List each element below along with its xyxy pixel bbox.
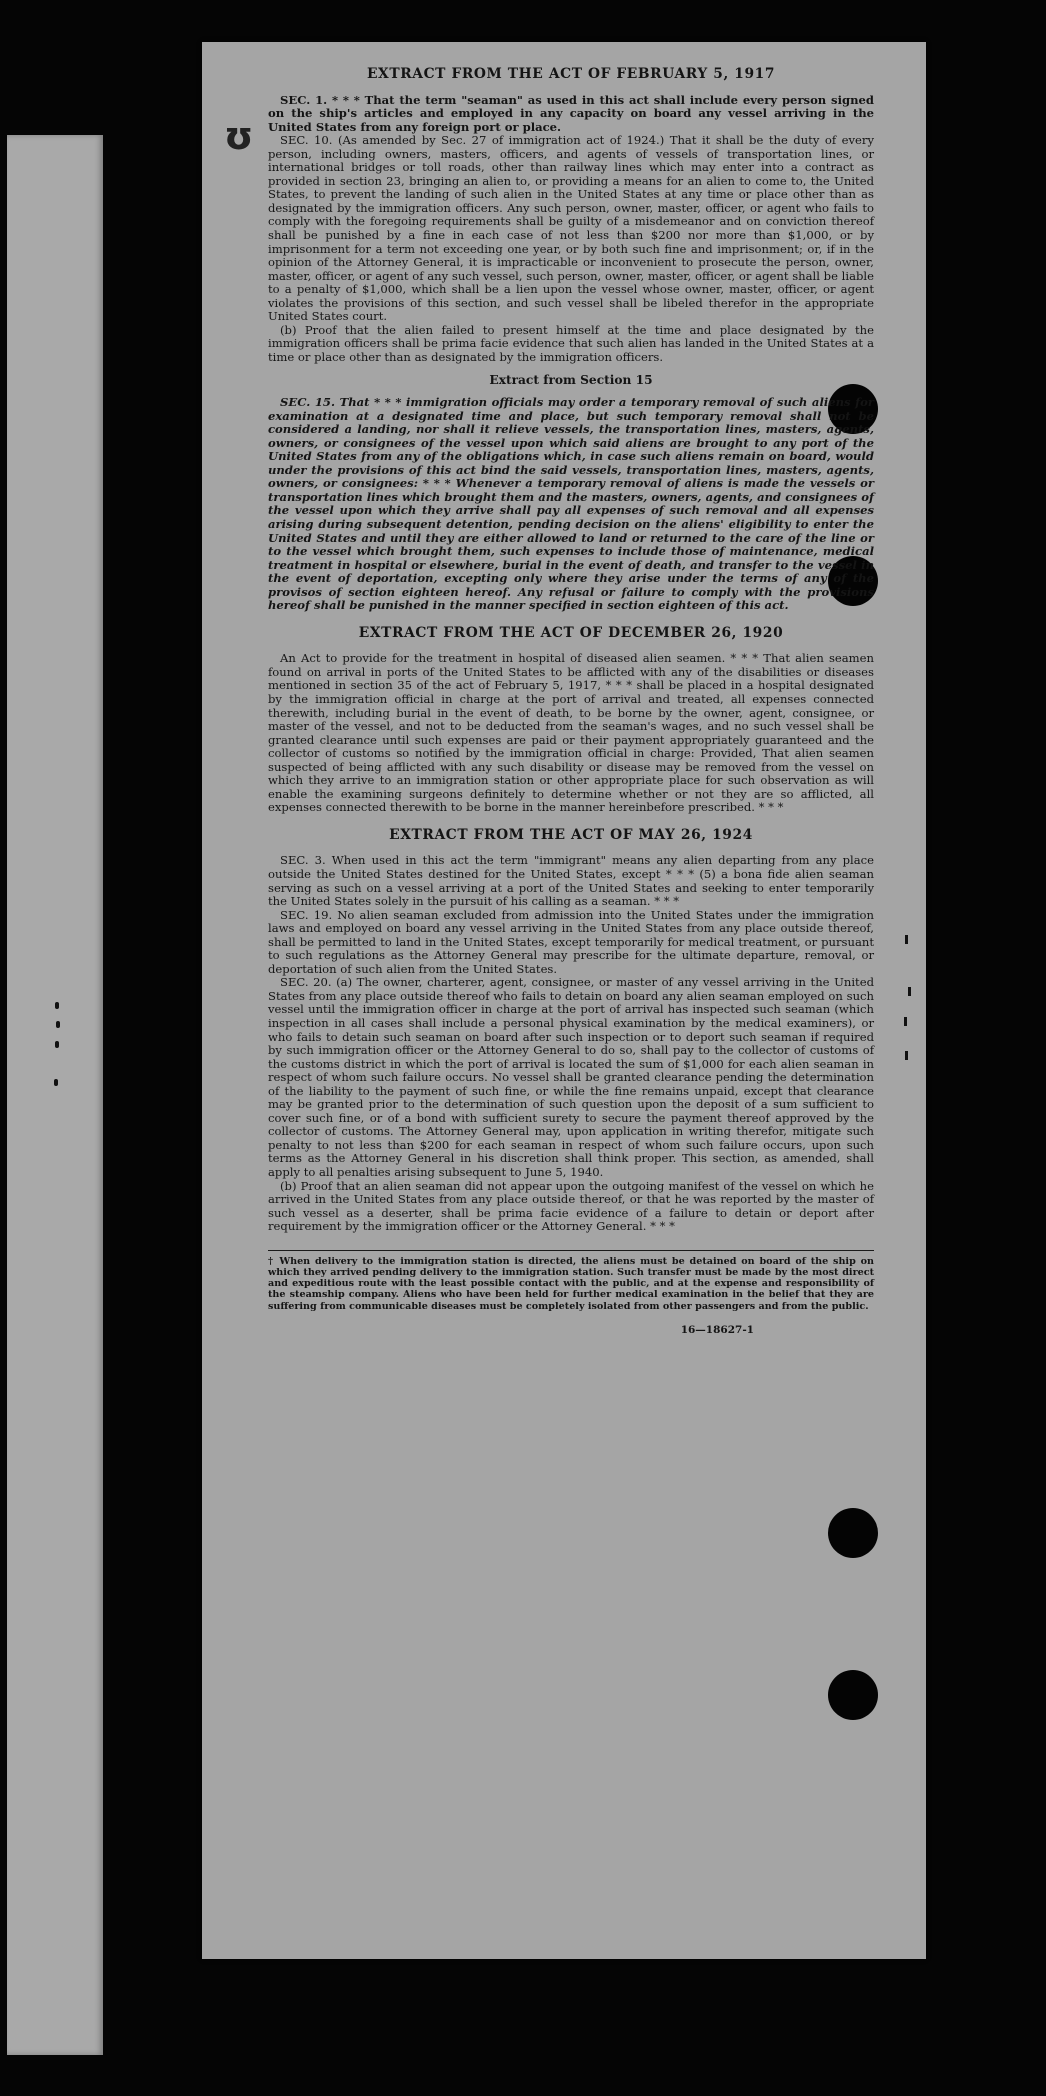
paragraph-sec-1: SEC. 1. * * * That the term "seaman" as used in this act shall include every person signed on the ship's articles and employed in any capacity on board any vessel arriving in the United States from any foreign port or place. <box>268 92 874 134</box>
paragraph-sec-19: SEC. 19. No alien seaman excluded from admission into the United States under the immigration laws and employed on board any vessel arriving in the United States from any place outside thereof, shall be permitted to land in the United States, except temporarily for medical treatment, or pursuant to such regulations as the Attorney General may prescribe for the ultimate departure, removal, or deportation of such alien from the United States. <box>268 907 874 976</box>
margin-mark: ʊ <box>224 114 254 158</box>
form-number: 16—18627-1 <box>680 1323 754 1336</box>
document-body <box>268 68 874 1337</box>
margin-tick <box>904 1017 907 1026</box>
subheading-section-15: Extract from Section 15 <box>489 373 653 388</box>
paragraph-sec-20b: (b) Proof that an alien seaman did not appear upon the outgoing manifest of the vessel on which he arrived in the United States from any place outside thereof, or that he was reported by the master of such vessel as a deserter, shall be prima facie evidence of a failure to detain or deport after requirement by the immigration officer or the Attorney General. * * * <box>268 1178 874 1234</box>
heading-act-1920: EXTRACT FROM THE ACT OF DECEMBER 26, 1920 <box>358 624 784 641</box>
punch-hole <box>828 1670 878 1720</box>
ink-fleck <box>55 1041 59 1048</box>
ink-fleck <box>55 1002 59 1009</box>
heading-act-1917: EXTRACT FROM THE ACT OF FEBRUARY 5, 1917 <box>366 66 776 82</box>
document-page <box>202 42 926 1959</box>
paragraph-sec-10b: (b) Proof that the alien failed to present himself at the time and place designated by the immigration officers shall be prima facie evidence that such alien has landed in the United States at a time or place other than as designated by the immigration officers. <box>268 322 874 364</box>
adjacent-page-strip <box>7 135 103 2055</box>
punch-hole <box>828 1508 878 1558</box>
paragraph-sec-10: SEC. 10. (As amended by Sec. 27 of immigration act of 1924.) That it shall be the duty of every person, including owners, masters, officers, and agents of vessels of transportation lines, or international bridges or toll roads, other than railway lines which may enter into a contract as provided in section 23, bringing an alien to, or providing a means for an alien to come to, the United States, to prevent the landing of such alien in the United States at any time or place other than as designated by the immigration officers. Any such person, owner, master, officer, or agent who fails to comply with the foregoing requirements shall be guilty of a misdemeanor and on conviction thereof shall be punished by a fine in each case of not less than $200 nor more than $1,000, or by imprisonment for a term not exceeding one year, or by both such fine and imprisonment; or, if in the opinion of the Attorney General, it is impracticable or inconvenient to prosecute the person, owner, master, officer, or agent of any such vessel, such person, owner, master, officer, or agent shall be liable to a penalty of $1,000, which shall be a lien upon the vessel whose owner, master, officer, or agent violates the provisions of this section, and such vessel shall be libeled therefor in the appropriate United States court. <box>268 133 874 324</box>
paragraph-sec-20: SEC. 20. (a) The owner, charterer, agent, consignee, or master of any vessel arriving in the United States from any place outside thereof who fails to detain on board any alien seaman employed on such vessel until the immigration officer in charge at the port of arrival has inspected such seaman (which inspection in all cases shall include a personal physical examination by the medical examiners), or who fails to detain such seaman on board after such inspection or to deport such seaman if required by such immigration officer or the Attorney General to do so, shall pay to the collector of customs of the customs district in which the port of arrival is located the sum of $1,000 for each alien seaman in respect of whom such failure occurs. No vessel shall be granted clearance pending the determination of the liability to the payment of such fine, or while the fine remains unpaid, except that clearance may be granted prior to the determination of such question upon the deposit of a sum sufficient to cover such fine, or of a bond with sufficient surety to secure the payment thereof approved by the collector of customs. The Attorney General may, upon application in writing therefor, mitigate such penalty to not less than $200 for each seaman in respect of whom such failure occurs, upon such terms as the Attorney General in his discretion shall think proper. This section, as amended, shall apply to all penalties arising subsequent to June 5, 1940. <box>268 975 874 1180</box>
paragraph-act-1920: An Act to provide for the treatment in hospital of diseased alien seamen. * * * That alien seamen found on arrival in ports of the United States to be afflicted with any of the disabilities or diseases mentioned in section 35 of the act of February 5, 1917, * * * shall be placed in a hospital designated by the immigration official in charge at the port of arrival and treated, all expenses connected therewith, including burial in the event of death, to be borne by the owner, agent, consignee, or master of the vessel, and not to be deducted from the seaman's wages, and no such vessel shall be granted clearance until such expenses are paid or their payment appropriately guaranteed and the collector of customs so notified by the immigration official in charge: Provided, That alien seamen suspected of being afflicted with any such disability or disease may be removed from the vessel on which they arrive to an immigration station or other appropriate place for such observation as will enable the examining surgeons definitely to determine whether or not they are so afflicted, all expenses connected therewith to be borne in the manner hereinbefore prescribed. * * * <box>268 651 874 815</box>
ink-fleck <box>56 1021 60 1028</box>
heading-act-1924: EXTRACT FROM THE ACT OF MAY 26, 1924 <box>389 826 753 843</box>
paragraph-sec-3: SEC. 3. When used in this act the term "immigrant" means any alien departing from any place outside the United States destined for the United States, except * * * (5) a bona fide alien seaman serving as such on a vessel arriving at a port of the United States and seeking to enter temporarily the United States solely in the pursuit of his calling as a seaman. * * * <box>268 853 874 909</box>
footnote: † When delivery to the immigration station is directed, the aliens must be detained on board of the ship on which they arrived pending delivery to the immigration station. Such transfer must be made by the most direct and expeditious route with the least possible contact with the public, and at the expense and responsibility of the steamship company. Aliens who have been held for further medical examination in the belief that they are suffering from communicable diseases must be completely isolated from other passengers and from the public. <box>268 1250 874 1312</box>
margin-tick <box>905 935 908 944</box>
paragraph-sec-15: SEC. 15. That * * * immigration officials may order a temporary removal of such aliens for examination at a designated time and place, but such temporary removal shall not be considered a landing, nor shall it relieve vessels, the transportation lines, masters, agents, owners, or consignees of the vessel upon which said aliens are brought to any port of the United States from any of the obligations which, in case such aliens remain on board, would under the provisions of this act bind the said vessels, transportation lines, masters, agents, owners, or consignees: * * * Whenever a temporary removal of aliens is made the vessels or transportation lines which brought them and the masters, owners, agents, and consignees of the vessel upon which they arrive shall pay all expenses of such removal and all expenses arising during subsequent detention, pending decision on the aliens' eligibility to enter the United States and until they are either allowed to land or returned to the care of the line or to the vessel which brought them, such expenses to include those of maintenance, medical treatment in hospital or elsewhere, burial in the event of death, and transfer to the vessel in the event of deportation, excepting only where they arise under the terms of any of the provisos of section eighteen hereof. Any refusal or failure to comply with the provisions hereof shall be punished in the manner specified in section eighteen of this act. <box>268 395 874 613</box>
margin-tick <box>908 987 911 996</box>
ink-fleck <box>54 1079 58 1086</box>
margin-tick <box>905 1051 908 1060</box>
